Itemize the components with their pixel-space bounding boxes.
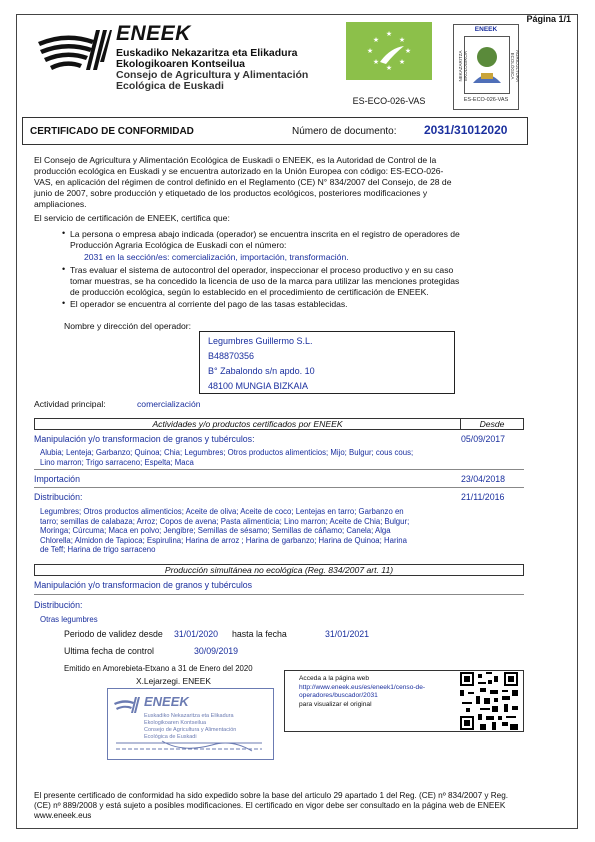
- validity-from: 31/01/2020: [174, 629, 219, 639]
- activity-section-detail: [40, 448, 524, 467]
- svg-text:★: ★: [366, 47, 374, 55]
- simultaneous-section-title: Distribución:: [34, 600, 83, 610]
- last-control-label: Ultima fecha de control: [64, 646, 154, 656]
- detail-line: Lino marron; Trigo sarraceno; Espelta; Maca: [40, 457, 194, 467]
- eu-control-code: ES-ECO-026-VAS: [352, 96, 426, 106]
- page-number: Página 1/1: [526, 14, 571, 24]
- detail-line: de Teff; Harina de trigo sarraceno: [40, 545, 156, 555]
- activity-section-title: Importación: [34, 474, 80, 484]
- document-number: 2031/31012020: [424, 123, 508, 137]
- svg-text:★: ★: [385, 30, 393, 38]
- svg-text:★: ★: [385, 64, 393, 72]
- bullet-line: Tras evaluar el sistema de autocontrol del operador, inspeccionar el proceso productivo y en su caso: [70, 265, 454, 275]
- footer-line: (CE) nº 889/2008 y está sujeto a posibles modificaciones. El certificado en vigor debe ser consultado en la página web de ENEEK: [34, 801, 506, 810]
- issued-place-date: Emitido en Amorebieta-Etxano a 31 de Enero del 2020: [64, 664, 253, 673]
- footer-legal-note: [34, 791, 524, 821]
- seal-emblem-icon: [465, 37, 509, 93]
- bullet-line: de producción ecológica, según lo establecido en el procedimiento de certificación de ENEEK.: [70, 287, 429, 297]
- operator-label: Nombre y dirección del operador:: [64, 321, 192, 331]
- web-url-link[interactable]: operadores/buscador/2031: [299, 692, 378, 699]
- eu-organic-leaf-icon: [346, 22, 432, 80]
- bullet-line: La persona o empresa abajo indicada (operador) se encuentra inscrita en el registro de operadores de: [70, 229, 460, 239]
- stamp-line: Ecológica de Euskadi: [144, 734, 197, 740]
- official-stamp: [107, 688, 274, 760]
- org-basque-line1: Euskadiko Nekazaritza eta Elikadura: [116, 47, 298, 59]
- stamp-line: Euskadiko Nekazaritza eta Elikadura: [144, 713, 234, 719]
- activity-section-date: 21/11/2016: [461, 492, 505, 502]
- web-url-link[interactable]: http://www.eneek.eus/es/eneek1/censo-de-: [299, 683, 426, 691]
- svg-text:★: ★: [404, 47, 412, 55]
- eneek-seal: [453, 24, 519, 110]
- certificate-title: CERTIFICADO DE CONFORMIDAD: [30, 126, 194, 137]
- main-activity-value: comercialización: [137, 399, 201, 409]
- stamp-line: Ekologikoaren Kontseilua: [144, 720, 207, 726]
- web-line: para visualizar el original: [299, 700, 372, 708]
- simultaneous-production-header: Producción simultánea no ecológica (Reg. 834/2007 art. 11): [34, 564, 524, 576]
- web-line: Acceda a la página web: [299, 675, 370, 682]
- footer-website[interactable]: www.eneek.eus: [34, 811, 92, 820]
- activity-section-date: 05/09/2017: [461, 434, 506, 444]
- activity-section-detail: [40, 507, 524, 555]
- detail-line: Alubia; Lenteja; Garbanzo; Quinoa; Chia; Legumbres; Otros productos alimenticios; Mijo; Bulgur; cous cous;: [40, 448, 414, 457]
- validity-period-label: Periodo de validez desde: [64, 629, 163, 639]
- operator-tax-id: B48870356: [208, 351, 255, 361]
- simultaneous-section-title: Manipulación y/o transformacion de granos y tubérculos: [34, 580, 253, 590]
- stamp-logo-icon: [114, 695, 140, 717]
- since-column-header: Desde: [479, 419, 505, 429]
- registration-number-sections: 2031 en la sección/es: comercialización, importación, transformación.: [84, 252, 349, 262]
- bullet-line: Producción Agraria Ecológica de Euskadi con el número:: [70, 240, 287, 250]
- activity-section-date: 23/04/2018: [461, 474, 506, 484]
- web-verification-text: [299, 675, 425, 709]
- qr-code-icon[interactable]: [460, 672, 518, 730]
- detail-line: tarro; semillas de calabaza; Arroz; Copos de avena; Pasta alimenticia; Lino marron; Aceite de Chia; Bulgur;: [40, 516, 410, 526]
- seal-side-basque: NEKAZARITZA EKOLOGIKOA: [458, 50, 468, 82]
- bullet-icon: •: [62, 298, 66, 308]
- bullet-license: [70, 265, 520, 298]
- operator-city: 48100 MUNGIA BIZKAIA: [208, 381, 309, 391]
- org-spanish-line1: Consejo de Agricultura y Alimentación: [116, 69, 309, 81]
- seal-brand: ENEEK: [474, 26, 498, 33]
- detail-line: Chlorella; Almidon de Tapioca; Espirulina; Harina de arroz ; Harina de garbanzo; Harina de Quinoa; Harina: [40, 535, 407, 545]
- detail-line: Moringa; Cúrcuma; Maca en polvo; Jengibre; Semillas de sésamo; Semillas de cáñamo; Canela; Alga: [40, 526, 391, 536]
- org-spanish-line2: Ecológica de Euskadi: [116, 80, 224, 92]
- intro-line: VAS, en aplicación del régimen de control definido en el Reglamento (CE) N° 834/2007 del Consejo, de 28 de: [34, 177, 452, 187]
- intro-line: El Consejo de Agricultura y Alimentación Ecológica de Euskadi o ENEEK, es la Autoridad de Control de la: [34, 155, 437, 165]
- bullet-registration: [70, 229, 520, 251]
- stamp-brand: ENEEK: [144, 694, 189, 709]
- activity-section-title: Manipulación y/o transformacion de granos y tubérculos:: [34, 434, 255, 444]
- simultaneous-section-detail: Otras legumbres: [40, 615, 98, 624]
- row-divider: [34, 487, 524, 488]
- last-control-date: 30/09/2019: [194, 646, 239, 656]
- org-name-basque: [116, 48, 298, 70]
- bullet-fees: El operador se encuentra al corriente del pago de las tasas establecidas.: [70, 299, 348, 309]
- footer-line: El presente certificado de conformidad ha sido expedido sobre la base del articulo 29 apartado 1 del Reg. (CE) nº 834/2007 y Reg.: [34, 791, 509, 800]
- svg-text:★: ★: [372, 58, 380, 66]
- validity-until-label: hasta la fecha: [232, 629, 287, 639]
- activities-table-header: [34, 418, 524, 430]
- validity-until: 31/01/2021: [325, 629, 370, 639]
- intro-line: ampliaciones.: [34, 199, 87, 209]
- activities-column-header: Actividades y/o productos certificados por ENEEK: [35, 419, 461, 429]
- detail-line: Legumbres; Otros productos alimenticios; Aceite de oliva; Aceite de coco; Lentejas en tarro; Garbanzo en: [40, 507, 404, 516]
- stamp-address-scribble: [112, 739, 268, 755]
- stamp-text: [144, 713, 236, 741]
- org-basque-line2: Ekologikoaren Kontseilua: [116, 58, 245, 70]
- activity-section-title: Distribución:: [34, 492, 83, 502]
- brand-name: ENEEK: [116, 22, 191, 45]
- signer: X.Lejarzegi. ENEEK: [136, 676, 211, 686]
- main-activity-label: Actividad principal:: [34, 399, 106, 409]
- document-number-label: Número de documento:: [292, 126, 397, 137]
- seal-code: ES-ECO-026-VAS: [463, 97, 509, 103]
- operator-street: B° Zabalondo s/n apdo. 10: [208, 366, 315, 376]
- org-name-spanish: [116, 70, 308, 92]
- bullet-icon: •: [62, 228, 66, 238]
- intro-line: producción ecológica en Euskadi y se encuentra autorizado en la Unión Europea con código: ES-ECO-026-: [34, 166, 444, 176]
- row-divider: [34, 469, 524, 470]
- seal-inner-frame: [464, 36, 510, 94]
- intro-paragraph: [34, 155, 524, 210]
- eneek-logo-icon: [36, 22, 112, 82]
- svg-text:★: ★: [372, 36, 380, 44]
- bullet-icon: •: [62, 264, 66, 274]
- svg-text:★: ★: [398, 36, 406, 44]
- operator-name: Legumbres Guillermo S.L.: [208, 336, 313, 346]
- intro-line: junio de 2007, sobre producción y etiquetado de los productos ecológicos, posteriores modificaciones y: [34, 188, 428, 198]
- seal-side-spanish: AGRICULTURA ECOLÓGICA: [510, 50, 520, 82]
- certifies-statement: El servicio de certificación de ENEEK, certifica que:: [34, 213, 230, 223]
- svg-text:★: ★: [398, 58, 406, 66]
- row-divider: [34, 594, 524, 595]
- bullet-line: tomar muestras, se ha concedido la licencia de uso de la marca para utilizar las menciones protegidas: [70, 276, 460, 286]
- stamp-line: Consejo de Agricultura y Alimentación: [144, 727, 237, 733]
